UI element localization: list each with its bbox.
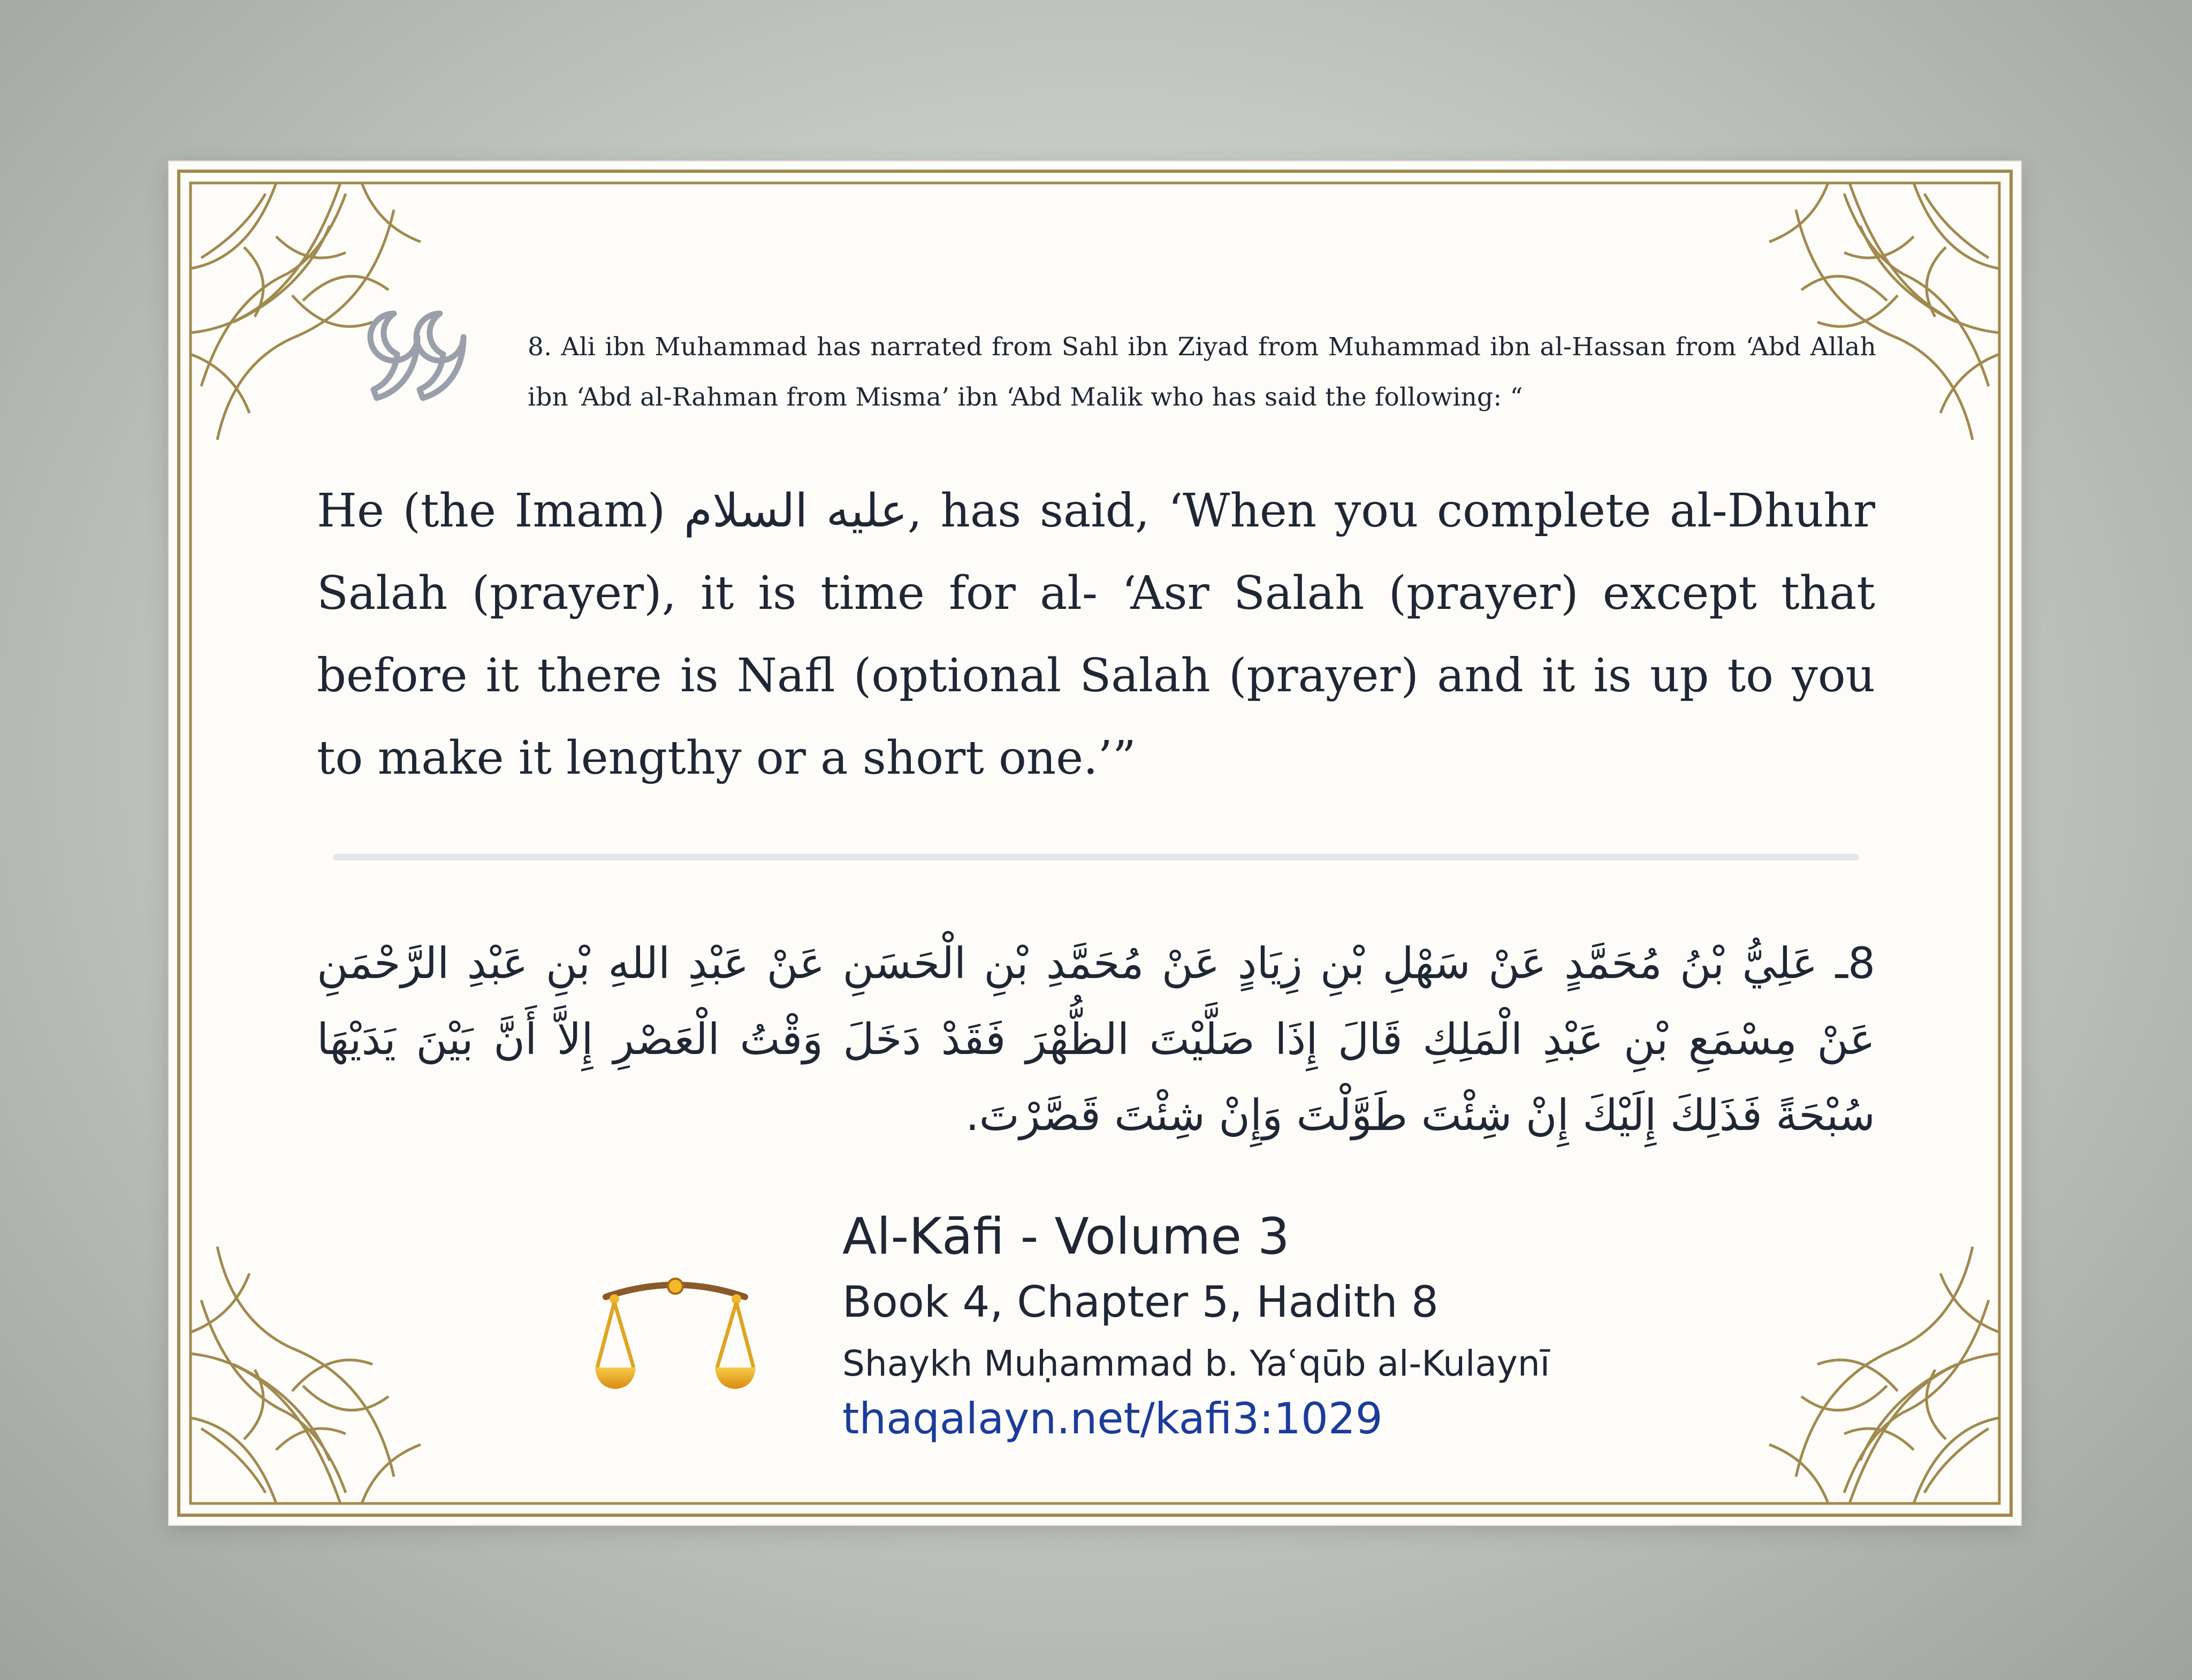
hadith-arabic: 8ـ عَلِيُّ بْنُ مُحَمَّدٍ عَنْ سَهْلِ بْنِ زِيَادٍ عَنْ مُحَمَّدِ بْنِ الْحَسَنِ عَنْ عَبْدِ اللهِ بْنِ عَبْدِ الرَّحْمَنِ عَنْ مِسْمَعِ بْنِ عَبْدِ الْمَلِكِ قَالَ إِذَا صَلَّيْتَ الظُّهْرَ فَقَدْ دَخَلَ وَقْتُ الْعَصْرِ إِلاَّ أَنَّ بَيْنَ يَدَيْهَا سُبْحَةً فَذَلِكَ إِلَيْكَ إِنْ شِئْتَ طَوَّلْتَ وَإِنْ شِئْتَ قَصَّرْتَ. <box>317 938 1875 1140</box>
author-name: Shaykh Muḥammad b. Yaʿqūb al-Kulaynī <box>842 1343 1550 1384</box>
source-link[interactable]: thaqalayn.net/kafi3:1029 <box>842 1394 1383 1444</box>
scales-of-justice-icon <box>595 1276 756 1399</box>
hadith-card <box>169 162 2021 1525</box>
hadith-translation: He (the Imam) عليه السلام, has said, ‘When you complete al-Dhuhr Salah (prayer), it is time for al- ‘Asr Salah (prayer) except that before it there is Nafl (optional Salah (prayer) and it is up to you to make it lengthy or a short one.’” <box>317 484 1875 785</box>
hadith-reference: Book 4, Chapter 5, Hadith 8 <box>842 1277 1438 1327</box>
quote-icon <box>367 310 469 401</box>
book-title: Al-Kāfi - Volume 3 <box>842 1208 1290 1266</box>
divider <box>333 854 1859 860</box>
source-block <box>842 1205 1550 1447</box>
isnad-text: 8. Ali ibn Muhammad has narrated from Sahl ibn Ziyad from Muhammad ibn al-Hassan from ‘Abd Allah ibn ‘Abd al-Rahman from Misma’ ibn ‘Abd Malik who has said the following: “ <box>528 332 1876 412</box>
